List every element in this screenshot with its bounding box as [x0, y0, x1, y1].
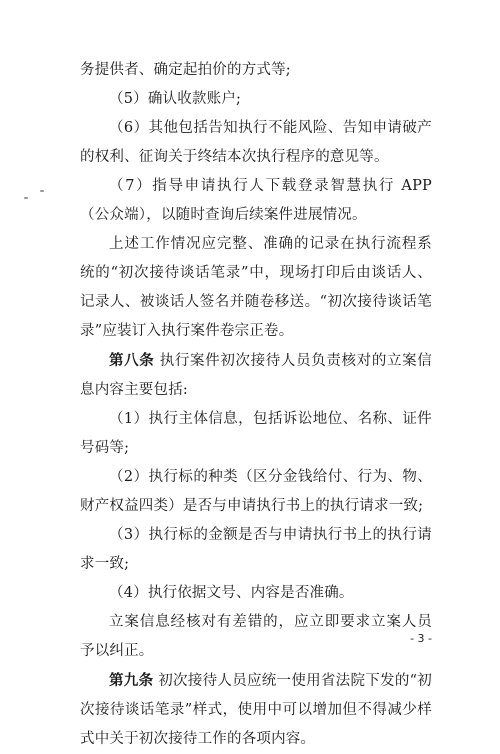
paragraph-text: 执行案件初次接待人员负责核对的立案信息内容主要包括: — [80, 353, 432, 398]
paragraph-text: （4）执行依据文号、内容是否准确。 — [109, 585, 354, 601]
paragraph-article-9 — [80, 666, 432, 754]
article-heading: 第八条 — [109, 352, 155, 369]
paragraph-item-7 — [80, 172, 432, 230]
scan-speck — [24, 197, 28, 199]
paragraph-item-6 — [80, 114, 432, 172]
paragraph-item-5 — [80, 85, 432, 114]
paragraph-a8-item-4 — [80, 579, 432, 608]
paragraph-text: （2）执行标的种类（区分金钱给付、行为、物、财产权益四类）是否与申请执行书上的执行请求一致; — [80, 469, 432, 514]
paragraph-article-8 — [80, 346, 432, 405]
paragraph-text: （3）执行标的金额是否与申请执行书上的执行请求一致; — [80, 527, 432, 572]
paragraph-a8-item-3 — [80, 521, 432, 579]
scan-speck — [40, 190, 44, 192]
article-heading: 第九条 — [109, 672, 154, 689]
document-body — [80, 56, 432, 754]
paragraph-text: 初次接待人员应统一使用省法院下发的“初次接待谈话笔录”样式，使用中可以增加但不得减少样式中关于初次接待工作的各项内容。 — [80, 673, 432, 747]
paragraph-a8-item-1 — [80, 405, 432, 463]
paragraph-text: 立案信息经核对有差错的，应立即要求立案人员予以纠正。 — [80, 614, 432, 659]
paragraph-text: （1）执行主体信息，包括诉讼地位、名称、证件号码等; — [80, 411, 432, 456]
paragraph-continuation — [80, 56, 432, 85]
paragraph-text: （7）指导申请执行人下载登录智慧执行 APP（公众端），以随时查询后续案件进展情况。 — [80, 178, 432, 223]
paragraph-text: 务提供者、确定起拍价的方式等; — [80, 62, 291, 78]
paragraph-text: （5）确认收款账户; — [109, 91, 242, 107]
paragraph-record — [80, 230, 432, 346]
paragraph-text: （6）其他包括告知执行不能风险、告知申请破产的权利、征询关于终结本次执行程序的意见等。 — [80, 120, 432, 165]
paragraph-a8-item-2 — [80, 463, 432, 521]
page-number: - 3 - — [410, 632, 432, 645]
paragraph-text: 上述工作情况应完整、准确的记录在执行流程系统的“初次接待谈话笔录”中，现场打印后由谈话人、记录人、被谈话人签名并随卷移送。“初次接待谈话笔录”应装订入执行案件卷宗正卷。 — [80, 236, 432, 339]
paragraph-correction — [80, 608, 432, 666]
